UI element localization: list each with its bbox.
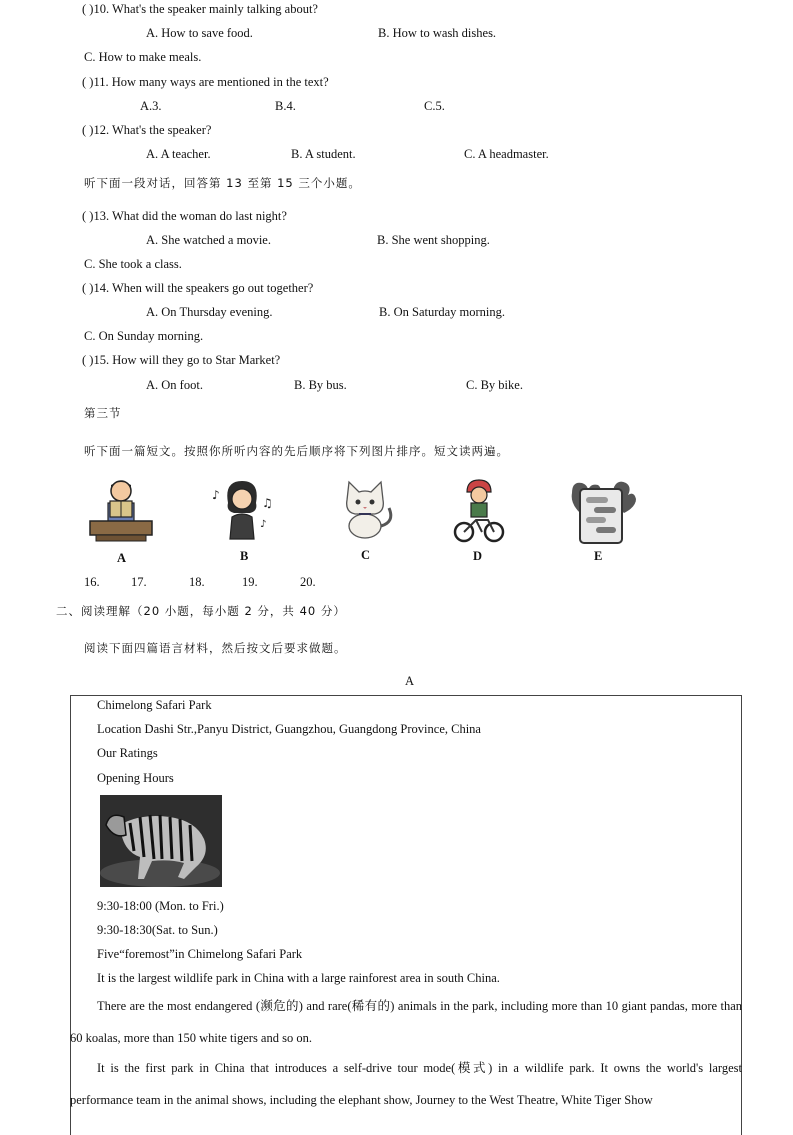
paragraph-1: It is the largest wildlife park in China with a large rainforest area in south China. [97,971,500,985]
passage-label: A [405,674,415,688]
q13-stem: ( )13. What did the woman do last night? [82,209,287,223]
q11-option-b: B.4. [275,99,296,113]
q15-option-c: C. By bike. [466,378,523,392]
q14-option-a: A. On Thursday evening. [146,305,273,319]
q14-option-c: C. On Sunday morning. [84,329,204,343]
q12-option-c: C. A headmaster. [464,147,549,161]
q15-stem: ( )15. How will they go to Star Market? [82,353,281,367]
picture-label-d: D [473,549,483,563]
student-reading-icon [86,477,156,547]
q15-option-b: B. By bus. [294,378,347,392]
q14-stem: ( )14. When will the speakers go out together? [82,281,314,295]
q15-option-a: A. On foot. [146,378,203,392]
q13-option-c: C. She took a class. [84,257,182,271]
q13-option-b: B. She went shopping. [377,233,490,247]
answer-blank-16: 16. [84,575,100,589]
q12-option-a: A. A teacher. [146,147,211,161]
boy-bike-icon [452,478,506,544]
svg-text:♪: ♪ [260,519,267,530]
answer-blank-18: 18. [189,575,205,589]
answer-blank-17: 17. [131,575,147,589]
q14-option-b: B. On Saturday morning. [379,305,506,319]
hours-weekend: 9:30-18:30(Sat. to Sun.) [97,923,218,937]
q13-option-a: A. She watched a movie. [146,233,271,247]
instruction-13-15: 听下面一段对话，回答第 13 至第 15 三个小题。 [84,176,361,190]
q11-option-a: A.3. [140,99,162,113]
answer-blank-20: 20. [300,575,316,589]
q12-option-b: B. A student. [291,147,356,161]
answer-blank-19: 19. [242,575,258,589]
paragraph-2: There are the most endangered (濒危的) and rare(稀有的) animals in the park, including more than 10 giant pandas, more than 60 koalas, more than 150 white tigers and so on. [70,999,742,1045]
q12-stem: ( )12. What's the speaker? [82,123,212,137]
park-name: Chimelong Safari Park [97,698,212,712]
girl-music-icon [210,477,274,541]
q11-stem: ( )11. How many ways are mentioned in the text? [82,75,329,89]
q10-option-a: A. How to save food. [146,26,253,40]
paragraph-3: It is the first park in China that introduces a self-drive tour mode(模式) in a wildlife park. It owns the world's largest performance team in the animal shows, including the elephant show, Journey to the West Theatre, White Tiger Show [70,1061,742,1107]
park-ratings: Our Ratings [97,746,158,760]
section-3-title: 第三节 [84,406,122,420]
picture-label-e: E [594,549,603,563]
zebra-photo-icon [100,795,222,887]
picture-label-a: A [117,551,127,565]
q10-option-c: C. How to make meals. [84,50,202,64]
picture-label-c: C [361,548,371,562]
section-3-instruction: 听下面一篇短文。按照你所听内容的先后顺序将下列图片排序。短文读两遍。 [84,444,509,458]
q11-option-c: C.5. [424,99,445,113]
phone-chat-icon [566,479,638,545]
reading-instruction: 阅读下面四篇语言材料，然后按文后要求做题。 [84,641,347,655]
svg-text:♪: ♪ [212,488,220,502]
q10-option-b: B. How to wash dishes. [378,26,497,40]
cat-icon [333,478,397,542]
park-location: Location Dashi Str.,Panyu District, Guangzhou, Guangdong Province, China [97,722,481,736]
foremost-heading: Five“foremost”in Chimelong Safari Park [97,947,303,961]
reading-heading: 二、阅读理解（20 小题，每小题 2 分，共 40 分） [56,604,346,618]
svg-text:♫: ♫ [262,496,273,510]
picture-label-b: B [240,549,249,563]
hours-weekday: 9:30-18:00 (Mon. to Fri.) [97,899,224,913]
q10-stem: ( )10. What's the speaker mainly talking about? [82,2,318,16]
opening-hours-label: Opening Hours [97,771,174,785]
